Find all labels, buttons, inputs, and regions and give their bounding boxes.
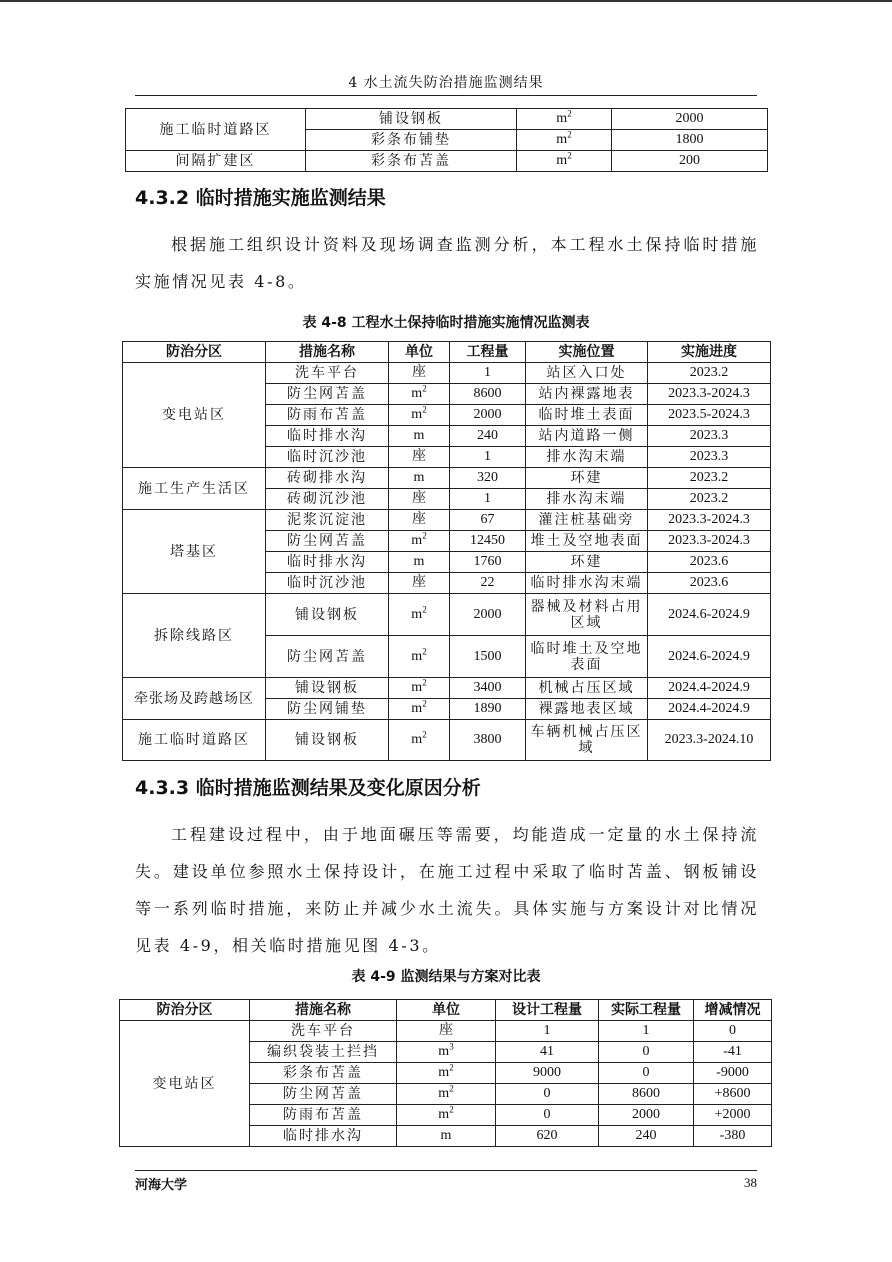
page-number: 38 <box>744 1175 757 1190</box>
column-header: 实际工程量 <box>599 1000 694 1021</box>
qty-cell: 200 <box>612 151 768 172</box>
unit-cell: 座 <box>389 510 450 531</box>
location-cell: 车辆机械占压区 域 <box>526 720 648 761</box>
progress-cell: 2023.6 <box>648 552 771 573</box>
location-cell: 临时排水沟末端 <box>526 573 648 594</box>
measure-cell: 泥浆沉淀池 <box>266 510 389 531</box>
unit-cell: $m^2$ <box>397 1105 496 1126</box>
table-caption-4-8: 表 4-8 工程水土保持临时措施实施情况监测表 <box>302 315 590 331</box>
qty-cell: 2000 <box>612 109 768 130</box>
measure-cell: 编织袋装土拦挡 <box>250 1042 397 1063</box>
location-cell: 机械占压区域 <box>526 678 648 699</box>
progress-cell: 2023.2 <box>648 468 771 489</box>
column-header: 工程量 <box>450 342 526 363</box>
unit-cell: $m^2$ <box>517 151 612 172</box>
measure-cell: 防尘网苫盖 <box>250 1084 397 1105</box>
measure-cell: 洗车平台 <box>250 1021 397 1042</box>
progress-cell: 2024.4-2024.9 <box>648 699 771 720</box>
progress-cell: 2024.4-2024.9 <box>648 678 771 699</box>
location-cell: 临时堆土及空地 表面 <box>526 636 648 678</box>
measure-cell: 临时排水沟 <box>250 1126 397 1147</box>
location-cell: 器械及材料占用 区域 <box>526 594 648 636</box>
actual-qty-cell: 0 <box>599 1063 694 1084</box>
column-header: 措施名称 <box>266 342 389 363</box>
unit-cell: 座 <box>389 363 450 384</box>
unit-cell: $m^2$ <box>389 405 450 426</box>
zone-cell: 施工临时道路区 <box>126 109 306 151</box>
location-cell: 排水沟末端 <box>526 447 648 468</box>
location-cell: 站区入口处 <box>526 363 648 384</box>
unit-cell: 座 <box>389 447 450 468</box>
unit-cell: $m^2$ <box>389 531 450 552</box>
table-row <box>123 510 771 531</box>
actual-qty-cell: 2000 <box>599 1105 694 1126</box>
progress-cell: 2023.5-2024.3 <box>648 405 771 426</box>
continuation-table <box>125 108 768 172</box>
location-cell: 灌注桩基础旁 <box>526 510 648 531</box>
progress-cell: 2023.6 <box>648 573 771 594</box>
column-header: 设计工程量 <box>496 1000 599 1021</box>
table-row <box>120 1021 772 1042</box>
column-header: 单位 <box>397 1000 496 1021</box>
table-row <box>126 109 768 130</box>
qty-cell: 12450 <box>450 531 526 552</box>
measure-cell: 铺设钢板 <box>306 109 517 130</box>
location-cell: 裸露地表区域 <box>526 699 648 720</box>
measure-cell: 防尘网苫盖 <box>266 531 389 552</box>
progress-cell: 2023.3 <box>648 447 771 468</box>
table-row <box>123 594 771 636</box>
unit-cell: 座 <box>397 1021 496 1042</box>
paragraph-4-3-3: 工程建设过程中，由于地面碾压等需要，均能造成一定量的水土保持流失。建设单位参照水土保持设计，在施工过程中采取了临时苫盖、钢板铺设等一系列临时措施，来防止并减少水土流失。具体实施与方案设计对比情况见表 4-9，相关临时措施见图 4-3。 <box>135 825 759 955</box>
location-cell: 环建 <box>526 468 648 489</box>
zone-cell: 拆除线路区 <box>123 594 266 678</box>
table-row <box>126 151 768 172</box>
qty-cell: 22 <box>450 573 526 594</box>
qty-cell: 3800 <box>450 720 526 761</box>
footer-institution: 河海大学 <box>135 1178 188 1193</box>
progress-cell: 2023.3-2024.3 <box>648 531 771 552</box>
table-row <box>123 678 771 699</box>
progress-cell: 2023.3-2024.3 <box>648 510 771 531</box>
table-row <box>123 720 771 761</box>
unit-cell: m <box>389 468 450 489</box>
progress-cell: 2023.3-2024.10 <box>648 720 771 761</box>
unit-cell: 座 <box>389 573 450 594</box>
progress-cell: 2023.3-2024.3 <box>648 384 771 405</box>
change-cell: -380 <box>694 1126 772 1147</box>
actual-qty-cell: 8600 <box>599 1084 694 1105</box>
table-caption-4-9: 表 4-9 监测结果与方案对比表 <box>351 969 541 985</box>
qty-cell: 1 <box>450 447 526 468</box>
qty-cell: 3400 <box>450 678 526 699</box>
column-header: 防治分区 <box>123 342 266 363</box>
design-qty-cell: 1 <box>496 1021 599 1042</box>
unit-cell: $m^2$ <box>389 384 450 405</box>
location-cell: 临时堆土表面 <box>526 405 648 426</box>
table-row <box>123 468 771 489</box>
qty-cell: 8600 <box>450 384 526 405</box>
unit-cell: $m^2$ <box>389 636 450 678</box>
column-header: 防治分区 <box>120 1000 250 1021</box>
zone-cell: 间隔扩建区 <box>126 151 306 172</box>
zone-cell: 施工生产生活区 <box>123 468 266 510</box>
change-cell: 0 <box>694 1021 772 1042</box>
change-cell: -9000 <box>694 1063 772 1084</box>
column-header: 增减情况 <box>694 1000 772 1021</box>
qty-cell: 2000 <box>450 594 526 636</box>
qty-cell: 1890 <box>450 699 526 720</box>
measure-cell: 铺设钢板 <box>266 720 389 761</box>
actual-qty-cell: 1 <box>599 1021 694 1042</box>
unit-cell: $m^2$ <box>517 109 612 130</box>
location-cell: 环建 <box>526 552 648 573</box>
measure-cell: 防尘网苫盖 <box>266 636 389 678</box>
table-4-8 <box>122 341 771 761</box>
qty-cell: 320 <box>450 468 526 489</box>
progress-cell: 2023.2 <box>648 363 771 384</box>
qty-cell: 2000 <box>450 405 526 426</box>
unit-cell: $m^2$ <box>389 678 450 699</box>
unit-cell: $m^2$ <box>397 1063 496 1084</box>
section-title-4-3-2: 4.3.2 临时措施实施监测结果 <box>135 187 386 209</box>
qty-cell: 240 <box>450 426 526 447</box>
unit-cell: $m^2$ <box>397 1084 496 1105</box>
measure-cell: 临时排水沟 <box>266 552 389 573</box>
measure-cell: 彩条布铺垫 <box>306 130 517 151</box>
qty-cell: 1500 <box>450 636 526 678</box>
qty-cell: 1 <box>450 489 526 510</box>
location-cell: 堆土及空地表面 <box>526 531 648 552</box>
unit-cell: $m^2$ <box>389 720 450 761</box>
unit-cell: 座 <box>389 489 450 510</box>
design-qty-cell: 41 <box>496 1042 599 1063</box>
location-cell: 排水沟末端 <box>526 489 648 510</box>
column-header: 措施名称 <box>250 1000 397 1021</box>
unit-cell: $m^3$ <box>397 1042 496 1063</box>
unit-cell: m <box>389 552 450 573</box>
qty-cell: 67 <box>450 510 526 531</box>
unit-cell: $m^2$ <box>517 130 612 151</box>
measure-cell: 洗车平台 <box>266 363 389 384</box>
column-header: 单位 <box>389 342 450 363</box>
progress-cell: 2024.6-2024.9 <box>648 594 771 636</box>
table-row <box>123 363 771 384</box>
change-cell: +2000 <box>694 1105 772 1126</box>
measure-cell: 铺设钢板 <box>266 678 389 699</box>
zone-cell: 施工临时道路区 <box>123 720 266 761</box>
zone-cell: 塔基区 <box>123 510 266 594</box>
change-cell: -41 <box>694 1042 772 1063</box>
column-header: 实施位置 <box>526 342 648 363</box>
measure-cell: 防雨布苫盖 <box>250 1105 397 1126</box>
zone-cell: 变电站区 <box>123 363 266 468</box>
measure-cell: 临时沉沙池 <box>266 447 389 468</box>
design-qty-cell: 620 <box>496 1126 599 1147</box>
measure-cell: 铺设钢板 <box>266 594 389 636</box>
unit-cell: m <box>397 1126 496 1147</box>
measure-cell: 砖砌排水沟 <box>266 468 389 489</box>
table-header-row <box>123 342 771 363</box>
progress-cell: 2024.6-2024.9 <box>648 636 771 678</box>
table-4-9 <box>119 999 772 1147</box>
change-cell: +8600 <box>694 1084 772 1105</box>
actual-qty-cell: 240 <box>599 1126 694 1147</box>
qty-cell: 1760 <box>450 552 526 573</box>
zone-cell: 牵张场及跨越场区 <box>123 678 266 720</box>
measure-cell: 防尘网铺垫 <box>266 699 389 720</box>
footer-rule <box>135 1170 757 1171</box>
measure-cell: 砖砌沉沙池 <box>266 489 389 510</box>
measure-cell: 防尘网苫盖 <box>266 384 389 405</box>
section-title-4-3-3: 4.3.3 临时措施监测结果及变化原因分析 <box>135 777 481 799</box>
qty-cell: 1 <box>450 363 526 384</box>
top-border <box>0 0 892 2</box>
design-qty-cell: 0 <box>496 1084 599 1105</box>
progress-cell: 2023.2 <box>648 489 771 510</box>
paragraph-4-3-2: 根据施工组织设计资料及现场调查监测分析，本工程水土保持临时措施实施情况见表 4-8。 <box>135 235 759 291</box>
location-cell: 站内道路一侧 <box>526 426 648 447</box>
progress-cell: 2023.3 <box>648 426 771 447</box>
header-rule <box>135 95 757 96</box>
design-qty-cell: 9000 <box>496 1063 599 1084</box>
measure-cell: 临时沉沙池 <box>266 573 389 594</box>
measure-cell: 彩条布苫盖 <box>306 151 517 172</box>
actual-qty-cell: 0 <box>599 1042 694 1063</box>
measure-cell: 防雨布苫盖 <box>266 405 389 426</box>
unit-cell: m <box>389 426 450 447</box>
qty-cell: 1800 <box>612 130 768 151</box>
measure-cell: 临时排水沟 <box>266 426 389 447</box>
table-header-row <box>120 1000 772 1021</box>
unit-cell: $m^2$ <box>389 594 450 636</box>
unit-cell: $m^2$ <box>389 699 450 720</box>
running-header: 4 水土流失防治措施监测结果 <box>348 75 544 91</box>
measure-cell: 彩条布苫盖 <box>250 1063 397 1084</box>
design-qty-cell: 0 <box>496 1105 599 1126</box>
zone-cell: 变电站区 <box>120 1021 250 1147</box>
column-header: 实施进度 <box>648 342 771 363</box>
location-cell: 站内裸露地表 <box>526 384 648 405</box>
